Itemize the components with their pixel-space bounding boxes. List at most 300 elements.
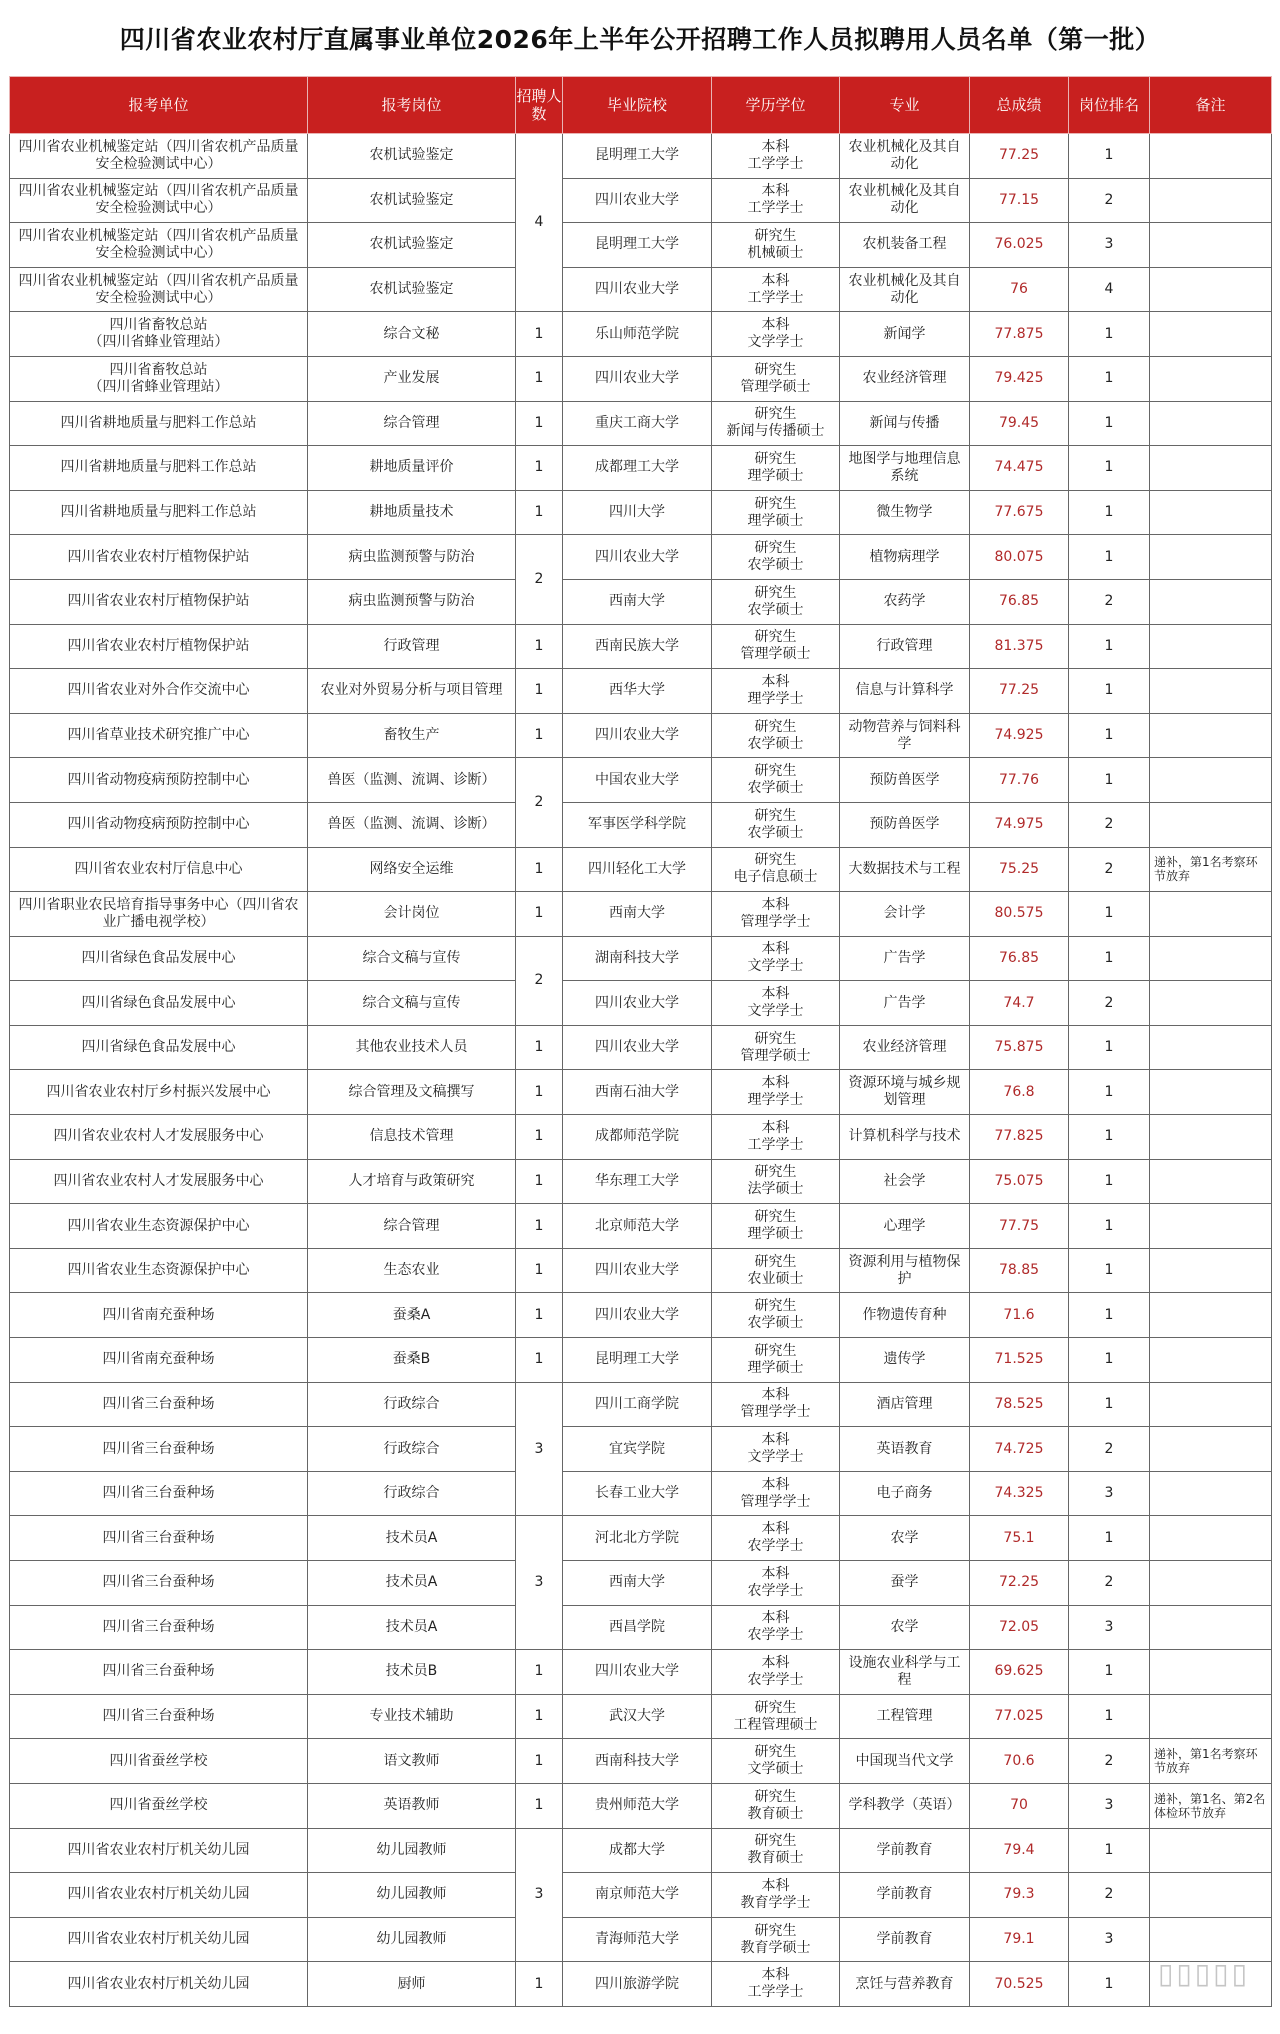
cell-note xyxy=(1150,1650,1272,1695)
cell-school: 四川农业大学 xyxy=(563,1025,712,1070)
cell-score: 77.025 xyxy=(970,1694,1069,1739)
cell-note xyxy=(1150,1338,1272,1383)
cell-degree: 研究生 机械硕士 xyxy=(712,223,840,268)
cell-degree: 本科 农学学士 xyxy=(712,1605,840,1650)
cell-post: 农机试验鉴定 xyxy=(308,178,516,223)
table-row xyxy=(10,1070,1272,1115)
cell-count: 4 xyxy=(516,134,563,312)
cell-note xyxy=(1150,892,1272,937)
cell-note xyxy=(1150,669,1272,714)
cell-major: 动物营养与饲料科学 xyxy=(840,713,970,758)
cell-school: 昆明理工大学 xyxy=(563,1338,712,1383)
cell-score: 74.7 xyxy=(970,981,1069,1026)
cell-major: 广告学 xyxy=(840,981,970,1026)
cell-unit: 四川省农业农村厅信息中心 xyxy=(10,847,308,892)
cell-post: 英语教师 xyxy=(308,1783,516,1828)
cell-post: 综合管理及文稿撰写 xyxy=(308,1070,516,1115)
cell-rank: 1 xyxy=(1069,1650,1150,1695)
cell-major: 作物遗传育种 xyxy=(840,1293,970,1338)
cell-count: 3 xyxy=(516,1828,563,1962)
table-row xyxy=(10,847,1272,892)
table-row xyxy=(10,490,1272,535)
cell-rank: 1 xyxy=(1069,490,1150,535)
cell-school: 华东理工大学 xyxy=(563,1159,712,1204)
cell-score: 80.075 xyxy=(970,535,1069,580)
cell-major: 蚕学 xyxy=(840,1561,970,1606)
cell-rank: 1 xyxy=(1069,1204,1150,1249)
cell-note xyxy=(1150,624,1272,669)
cell-post: 行政综合 xyxy=(308,1471,516,1516)
cell-post: 综合管理 xyxy=(308,1204,516,1249)
table-row xyxy=(10,1471,1272,1516)
cell-post: 网络安全运维 xyxy=(308,847,516,892)
cell-note xyxy=(1150,535,1272,580)
cell-score: 77.75 xyxy=(970,1204,1069,1249)
table-row xyxy=(10,713,1272,758)
cell-school: 四川农业大学 xyxy=(563,535,712,580)
cell-degree: 研究生 教育学硕士 xyxy=(712,1917,840,1962)
cell-major: 学前教育 xyxy=(840,1873,970,1918)
header-unit: 报考单位 xyxy=(10,77,308,134)
cell-school: 西南大学 xyxy=(563,1561,712,1606)
cell-degree: 研究生 理学硕士 xyxy=(712,490,840,535)
cell-score: 75.1 xyxy=(970,1516,1069,1561)
cell-post: 厨师 xyxy=(308,1962,516,2007)
cell-count: 1 xyxy=(516,669,563,714)
cell-degree: 本科 管理学学士 xyxy=(712,1382,840,1427)
cell-note: 递补，第1名、第2名体检环节放弃 xyxy=(1150,1783,1272,1828)
cell-score: 75.875 xyxy=(970,1025,1069,1070)
header-degree: 学历学位 xyxy=(712,77,840,134)
cell-score: 77.825 xyxy=(970,1115,1069,1160)
cell-degree: 研究生 理学硕士 xyxy=(712,1338,840,1383)
cell-unit: 四川省草业技术研究推广中心 xyxy=(10,713,308,758)
cell-major: 预防兽医学 xyxy=(840,802,970,847)
cell-count: 1 xyxy=(516,312,563,357)
cell-unit: 四川省职业农民培育指导事务中心（四川省农业广播电视学校） xyxy=(10,892,308,937)
cell-major: 农机装备工程 xyxy=(840,223,970,268)
cell-degree: 本科 工学学士 xyxy=(712,134,840,179)
cell-unit: 四川省南充蚕种场 xyxy=(10,1338,308,1383)
cell-post: 综合管理 xyxy=(308,401,516,446)
cell-major: 酒店管理 xyxy=(840,1382,970,1427)
header-row xyxy=(10,77,1272,134)
cell-rank: 1 xyxy=(1069,1516,1150,1561)
cell-note xyxy=(1150,981,1272,1026)
cell-rank: 1 xyxy=(1069,1694,1150,1739)
cell-school: 北京师范大学 xyxy=(563,1204,712,1249)
cell-degree: 本科 文学学士 xyxy=(712,936,840,981)
cell-unit: 四川省农业机械鉴定站（四川省农机产品质量安全检验测试中心） xyxy=(10,178,308,223)
cell-score: 70.6 xyxy=(970,1739,1069,1784)
cell-rank: 3 xyxy=(1069,223,1150,268)
cell-score: 79.425 xyxy=(970,356,1069,401)
cell-count: 1 xyxy=(516,1025,563,1070)
cell-unit: 四川省蚕丝学校 xyxy=(10,1783,308,1828)
cell-count: 1 xyxy=(516,1739,563,1784)
cell-note: 递补，第1名考察环节放弃 xyxy=(1150,847,1272,892)
cell-degree: 本科 农学学士 xyxy=(712,1516,840,1561)
table-row xyxy=(10,178,1272,223)
cell-score: 74.725 xyxy=(970,1427,1069,1472)
table-row xyxy=(10,1783,1272,1828)
cell-rank: 2 xyxy=(1069,1873,1150,1918)
cell-unit: 四川省三台蚕种场 xyxy=(10,1382,308,1427)
cell-major: 农业机械化及其自动化 xyxy=(840,267,970,312)
cell-count: 2 xyxy=(516,936,563,1025)
cell-note xyxy=(1150,446,1272,491)
cell-note xyxy=(1150,267,1272,312)
header-school: 毕业院校 xyxy=(563,77,712,134)
cell-note xyxy=(1150,1159,1272,1204)
table-row xyxy=(10,758,1272,803)
cell-unit: 四川省耕地质量与肥料工作总站 xyxy=(10,401,308,446)
cell-score: 80.575 xyxy=(970,892,1069,937)
cell-score: 74.925 xyxy=(970,713,1069,758)
cell-post: 产业发展 xyxy=(308,356,516,401)
cell-rank: 1 xyxy=(1069,1293,1150,1338)
cell-count: 1 xyxy=(516,847,563,892)
cell-note: 递补，第1名考察环节放弃 xyxy=(1150,1739,1272,1784)
cell-count: 1 xyxy=(516,446,563,491)
cell-unit: 四川省三台蚕种场 xyxy=(10,1427,308,1472)
cell-score: 81.375 xyxy=(970,624,1069,669)
cell-school: 昆明理工大学 xyxy=(563,223,712,268)
cell-note xyxy=(1150,401,1272,446)
cell-degree: 研究生 农学硕士 xyxy=(712,579,840,624)
cell-unit: 四川省南充蚕种场 xyxy=(10,1293,308,1338)
cell-rank: 1 xyxy=(1069,446,1150,491)
cell-rank: 1 xyxy=(1069,1382,1150,1427)
cell-unit: 四川省农业农村人才发展服务中心 xyxy=(10,1115,308,1160)
header-major: 专业 xyxy=(840,77,970,134)
table-row xyxy=(10,134,1272,179)
cell-unit: 四川省农业农村厅机关幼儿园 xyxy=(10,1873,308,1918)
cell-rank: 1 xyxy=(1069,1159,1150,1204)
cell-note xyxy=(1150,758,1272,803)
table-row xyxy=(10,1962,1272,2007)
cell-school: 成都理工大学 xyxy=(563,446,712,491)
cell-rank: 1 xyxy=(1069,758,1150,803)
table-row xyxy=(10,1115,1272,1160)
table-row xyxy=(10,1382,1272,1427)
cell-unit: 四川省畜牧总站 （四川省蜂业管理站） xyxy=(10,312,308,357)
cell-count: 1 xyxy=(516,1204,563,1249)
table-row xyxy=(10,1293,1272,1338)
cell-school: 四川大学 xyxy=(563,490,712,535)
cell-rank: 2 xyxy=(1069,802,1150,847)
cell-rank: 1 xyxy=(1069,535,1150,580)
cell-rank: 2 xyxy=(1069,1561,1150,1606)
cell-unit: 四川省农业农村厅植物保护站 xyxy=(10,624,308,669)
cell-school: 西南大学 xyxy=(563,892,712,937)
cell-degree: 本科 文学学士 xyxy=(712,1427,840,1472)
cell-post: 兽医（监测、流调、诊断） xyxy=(308,758,516,803)
cell-count: 2 xyxy=(516,535,563,624)
cell-rank: 1 xyxy=(1069,356,1150,401)
cell-school: 西华大学 xyxy=(563,669,712,714)
cell-rank: 1 xyxy=(1069,713,1150,758)
header-post: 报考岗位 xyxy=(308,77,516,134)
cell-unit: 四川省农业农村人才发展服务中心 xyxy=(10,1159,308,1204)
cell-post: 蚕桑B xyxy=(308,1338,516,1383)
cell-rank: 2 xyxy=(1069,1739,1150,1784)
cell-school: 西昌学院 xyxy=(563,1605,712,1650)
cell-post: 耕地质量评价 xyxy=(308,446,516,491)
cell-note xyxy=(1150,1204,1272,1249)
cell-degree: 本科 农学学士 xyxy=(712,1561,840,1606)
cell-degree: 研究生 法学硕士 xyxy=(712,1159,840,1204)
cell-note xyxy=(1150,1561,1272,1606)
cell-major: 学前教育 xyxy=(840,1917,970,1962)
cell-post: 语文教师 xyxy=(308,1739,516,1784)
cell-unit: 四川省农业对外合作交流中心 xyxy=(10,669,308,714)
cell-unit: 四川省农业农村厅机关幼儿园 xyxy=(10,1962,308,2007)
hire-list-table xyxy=(9,76,1272,2007)
cell-degree: 本科 理学学士 xyxy=(712,669,840,714)
cell-note xyxy=(1150,1516,1272,1561)
cell-rank: 1 xyxy=(1069,624,1150,669)
cell-post: 综合文稿与宣传 xyxy=(308,981,516,1026)
cell-school: 四川农业大学 xyxy=(563,981,712,1026)
cell-degree: 本科 管理学学士 xyxy=(712,892,840,937)
cell-rank: 3 xyxy=(1069,1471,1150,1516)
cell-major: 信息与计算科学 xyxy=(840,669,970,714)
cell-score: 71.525 xyxy=(970,1338,1069,1383)
cell-school: 四川农业大学 xyxy=(563,1650,712,1695)
cell-major: 中国现当代文学 xyxy=(840,1739,970,1784)
cell-score: 76.85 xyxy=(970,579,1069,624)
table-row xyxy=(10,1828,1272,1873)
cell-score: 72.05 xyxy=(970,1605,1069,1650)
cell-degree: 研究生 理学硕士 xyxy=(712,1204,840,1249)
cell-post: 专业技术辅助 xyxy=(308,1694,516,1739)
cell-unit: 四川省农业农村厅乡村振兴发展中心 xyxy=(10,1070,308,1115)
table-row xyxy=(10,1917,1272,1962)
cell-count: 3 xyxy=(516,1382,563,1516)
cell-degree: 本科 工学学士 xyxy=(712,178,840,223)
cell-major: 农学 xyxy=(840,1516,970,1561)
table-row xyxy=(10,802,1272,847)
cell-score: 75.25 xyxy=(970,847,1069,892)
cell-note xyxy=(1150,178,1272,223)
watermark: ▯▯▯▯▯ xyxy=(1157,1957,1250,1990)
cell-unit: 四川省农业机械鉴定站（四川省农机产品质量安全检验测试中心） xyxy=(10,223,308,268)
cell-note xyxy=(1150,713,1272,758)
cell-rank: 1 xyxy=(1069,1115,1150,1160)
cell-score: 79.1 xyxy=(970,1917,1069,1962)
cell-major: 心理学 xyxy=(840,1204,970,1249)
cell-score: 74.475 xyxy=(970,446,1069,491)
cell-degree: 研究生 教育硕士 xyxy=(712,1828,840,1873)
cell-count: 1 xyxy=(516,713,563,758)
cell-school: 南京师范大学 xyxy=(563,1873,712,1918)
cell-rank: 1 xyxy=(1069,892,1150,937)
header-rank: 岗位排名 xyxy=(1069,77,1150,134)
cell-major: 烹饪与营养教育 xyxy=(840,1962,970,2007)
cell-school: 成都大学 xyxy=(563,1828,712,1873)
cell-rank: 1 xyxy=(1069,1828,1150,1873)
cell-score: 76 xyxy=(970,267,1069,312)
cell-school: 四川农业大学 xyxy=(563,713,712,758)
table-row xyxy=(10,1427,1272,1472)
cell-major: 资源环境与城乡规划管理 xyxy=(840,1070,970,1115)
cell-unit: 四川省蚕丝学校 xyxy=(10,1739,308,1784)
cell-unit: 四川省畜牧总站 （四川省蜂业管理站） xyxy=(10,356,308,401)
table-row xyxy=(10,312,1272,357)
cell-school: 成都师范学院 xyxy=(563,1115,712,1160)
cell-major: 预防兽医学 xyxy=(840,758,970,803)
cell-note xyxy=(1150,1025,1272,1070)
table-row xyxy=(10,1873,1272,1918)
cell-unit: 四川省三台蚕种场 xyxy=(10,1605,308,1650)
table-row xyxy=(10,892,1272,937)
cell-school: 军事医学科学院 xyxy=(563,802,712,847)
cell-score: 75.075 xyxy=(970,1159,1069,1204)
cell-post: 技术员A xyxy=(308,1516,516,1561)
cell-rank: 2 xyxy=(1069,847,1150,892)
cell-major: 电子商务 xyxy=(840,1471,970,1516)
cell-major: 农学 xyxy=(840,1605,970,1650)
cell-rank: 1 xyxy=(1069,312,1150,357)
cell-degree: 研究生 农学硕士 xyxy=(712,758,840,803)
cell-major: 社会学 xyxy=(840,1159,970,1204)
cell-degree: 研究生 农学硕士 xyxy=(712,802,840,847)
cell-degree: 研究生 文学硕士 xyxy=(712,1739,840,1784)
cell-note xyxy=(1150,1248,1272,1293)
cell-major: 学科教学（英语） xyxy=(840,1783,970,1828)
table-row xyxy=(10,1650,1272,1695)
cell-score: 77.675 xyxy=(970,490,1069,535)
cell-degree: 研究生 农学硕士 xyxy=(712,713,840,758)
cell-school: 四川旅游学院 xyxy=(563,1962,712,2007)
cell-count: 1 xyxy=(516,1070,563,1115)
cell-post: 农机试验鉴定 xyxy=(308,134,516,179)
table-row xyxy=(10,1516,1272,1561)
cell-note xyxy=(1150,1471,1272,1516)
cell-unit: 四川省绿色食品发展中心 xyxy=(10,936,308,981)
cell-rank: 4 xyxy=(1069,267,1150,312)
cell-degree: 本科 理学学士 xyxy=(712,1070,840,1115)
table-row xyxy=(10,1605,1272,1650)
cell-score: 72.25 xyxy=(970,1561,1069,1606)
cell-degree: 本科 管理学学士 xyxy=(712,1471,840,1516)
cell-degree: 研究生 理学硕士 xyxy=(712,446,840,491)
cell-post: 蚕桑A xyxy=(308,1293,516,1338)
cell-post: 农机试验鉴定 xyxy=(308,223,516,268)
cell-school: 四川工商学院 xyxy=(563,1382,712,1427)
table-row xyxy=(10,267,1272,312)
cell-major: 地图学与地理信息系统 xyxy=(840,446,970,491)
cell-note xyxy=(1150,223,1272,268)
cell-major: 微生物学 xyxy=(840,490,970,535)
cell-note xyxy=(1150,1694,1272,1739)
cell-major: 设施农业科学与工程 xyxy=(840,1650,970,1695)
cell-post: 信息技术管理 xyxy=(308,1115,516,1160)
cell-degree: 研究生 管理学硕士 xyxy=(712,1025,840,1070)
page-title: 四川省农业农村厅直属事业单位2026年上半年公开招聘工作人员拟聘用人员名单（第一批） xyxy=(119,25,1161,54)
cell-school: 长春工业大学 xyxy=(563,1471,712,1516)
header-score: 总成绩 xyxy=(970,77,1069,134)
cell-post: 幼儿园教师 xyxy=(308,1828,516,1873)
cell-note xyxy=(1150,1382,1272,1427)
cell-post: 农机试验鉴定 xyxy=(308,267,516,312)
cell-school: 河北北方学院 xyxy=(563,1516,712,1561)
cell-score: 77.875 xyxy=(970,312,1069,357)
table-row xyxy=(10,535,1272,580)
cell-degree: 研究生 农学硕士 xyxy=(712,535,840,580)
cell-school: 昆明理工大学 xyxy=(563,134,712,179)
table-row xyxy=(10,1338,1272,1383)
cell-unit: 四川省耕地质量与肥料工作总站 xyxy=(10,490,308,535)
cell-unit: 四川省农业生态资源保护中心 xyxy=(10,1204,308,1249)
header-count: 招聘人数 xyxy=(516,77,563,134)
cell-school: 四川农业大学 xyxy=(563,1248,712,1293)
cell-score: 76.025 xyxy=(970,223,1069,268)
cell-major: 资源利用与植物保护 xyxy=(840,1248,970,1293)
cell-major: 大数据技术与工程 xyxy=(840,847,970,892)
cell-count: 2 xyxy=(516,758,563,847)
cell-unit: 四川省动物疫病预防控制中心 xyxy=(10,802,308,847)
cell-post: 幼儿园教师 xyxy=(308,1873,516,1918)
cell-score: 79.4 xyxy=(970,1828,1069,1873)
table-body xyxy=(10,134,1272,2007)
table-row xyxy=(10,1248,1272,1293)
cell-count: 1 xyxy=(516,892,563,937)
cell-post: 行政管理 xyxy=(308,624,516,669)
table-row xyxy=(10,669,1272,714)
cell-school: 西南大学 xyxy=(563,579,712,624)
cell-major: 工程管理 xyxy=(840,1694,970,1739)
cell-count: 1 xyxy=(516,1159,563,1204)
cell-unit: 四川省农业农村厅机关幼儿园 xyxy=(10,1828,308,1873)
cell-degree: 本科 工学学士 xyxy=(712,1115,840,1160)
cell-score: 70 xyxy=(970,1783,1069,1828)
cell-post: 会计岗位 xyxy=(308,892,516,937)
cell-major: 农药学 xyxy=(840,579,970,624)
cell-rank: 2 xyxy=(1069,579,1150,624)
cell-school: 湖南科技大学 xyxy=(563,936,712,981)
cell-score: 76.8 xyxy=(970,1070,1069,1115)
cell-degree: 研究生 管理学硕士 xyxy=(712,356,840,401)
table-row xyxy=(10,223,1272,268)
cell-degree: 研究生 教育硕士 xyxy=(712,1783,840,1828)
cell-post: 病虫监测预警与防治 xyxy=(308,579,516,624)
cell-major: 农业经济管理 xyxy=(840,1025,970,1070)
cell-post: 农业对外贸易分析与项目管理 xyxy=(308,669,516,714)
cell-count: 1 xyxy=(516,624,563,669)
cell-degree: 研究生 农业硕士 xyxy=(712,1248,840,1293)
cell-degree: 本科 文学学士 xyxy=(712,981,840,1026)
cell-major: 新闻学 xyxy=(840,312,970,357)
cell-major: 农业机械化及其自动化 xyxy=(840,134,970,179)
cell-score: 78.525 xyxy=(970,1382,1069,1427)
cell-degree: 本科 工学学士 xyxy=(712,1962,840,2007)
cell-major: 学前教育 xyxy=(840,1828,970,1873)
cell-rank: 1 xyxy=(1069,134,1150,179)
cell-score: 69.625 xyxy=(970,1650,1069,1695)
cell-count: 1 xyxy=(516,1962,563,2007)
table-row xyxy=(10,981,1272,1026)
cell-post: 综合文稿与宣传 xyxy=(308,936,516,981)
cell-degree: 研究生 电子信息硕士 xyxy=(712,847,840,892)
cell-unit: 四川省三台蚕种场 xyxy=(10,1516,308,1561)
cell-post: 生态农业 xyxy=(308,1248,516,1293)
cell-rank: 1 xyxy=(1069,669,1150,714)
cell-score: 70.525 xyxy=(970,1962,1069,2007)
cell-rank: 3 xyxy=(1069,1917,1150,1962)
cell-note xyxy=(1150,1427,1272,1472)
